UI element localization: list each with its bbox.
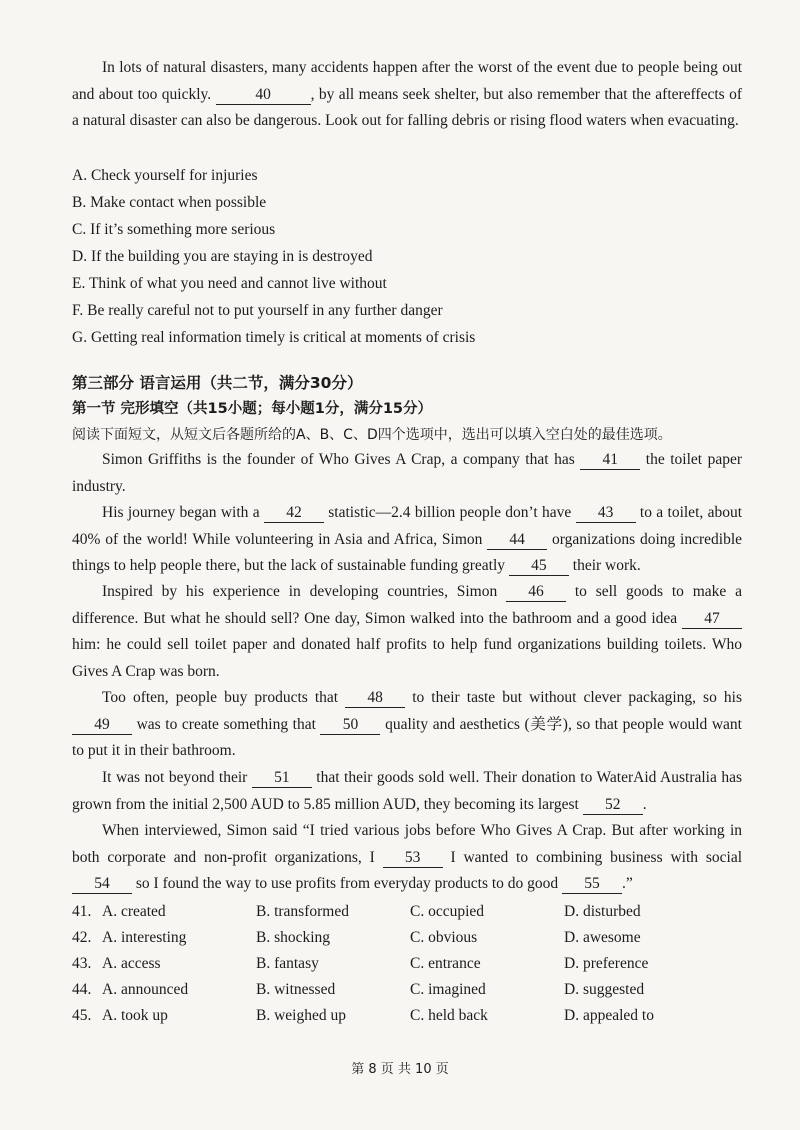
choice-b: B. transformed <box>256 903 349 920</box>
blank-47: 47 <box>682 610 742 629</box>
section-one-heading: 第一节 完形填空（共15小题；每小题1分，满分15分） <box>72 401 432 417</box>
option-g: G. Getting real information timely is critical at moments of crisis <box>72 329 476 346</box>
cloze-paragraph-3: Inspired by his experience in developing countries, Simon 46 to sell goods to make a difference. But what he should sell? One day, Simon walked into the bathroom and a good idea 47 him: he could sell toilet paper and donated half profits to help fund organizations building toilets. Who Gives A Crap was born. <box>72 583 742 680</box>
cloze-paragraph-5: It was not beyond their 51 that their goods sold well. Their donation to WaterAid Australia has grown from the initial 2,500 AUD to 5.85 million AUD, they becoming its largest 52 . <box>72 769 742 813</box>
choice-d: D. awesome <box>564 929 641 946</box>
question-number: 43. <box>72 955 92 972</box>
choice-c: C. obvious <box>410 929 478 946</box>
blank-55: 55 <box>562 875 622 894</box>
question-number: 41. <box>72 903 92 920</box>
question-44 <box>72 979 742 1001</box>
blank-49: 49 <box>72 716 132 735</box>
choice-b: B. shocking <box>256 929 331 946</box>
choice-a: A. announced <box>102 981 189 998</box>
question-number: 44. <box>72 981 92 998</box>
part-three-heading: 第三部分 语言运用（共二节，满分30分） <box>72 374 363 392</box>
cloze-paragraph-1: Simon Griffiths is the founder of Who Gives A Crap, a company that has 41 the toilet paper industry. <box>72 451 742 495</box>
choice-b: B. witnessed <box>256 981 336 998</box>
choice-d: D. appealed to <box>564 1007 654 1024</box>
question-41 <box>72 901 742 923</box>
choice-b: B. weighed up <box>256 1007 346 1024</box>
blank-53: 53 <box>383 849 443 868</box>
blank-50: 50 <box>320 716 380 735</box>
blank-43: 43 <box>576 504 636 523</box>
choice-a: A. access <box>102 955 161 972</box>
blank-52: 52 <box>583 796 643 815</box>
choice-c: C. entrance <box>410 955 481 972</box>
instruction-text: 阅读下面短文，从短文后各题所给的A、B、C、D四个选项中，选出可以填入空白处的最佳选项。 <box>72 427 672 443</box>
choice-d: D. suggested <box>564 981 645 998</box>
question-43 <box>72 953 742 975</box>
blank-54: 54 <box>72 875 132 894</box>
question-42 <box>72 927 742 949</box>
choice-a: A. took up <box>102 1007 168 1024</box>
blank-48: 48 <box>345 689 405 708</box>
blank-41: 41 <box>580 451 640 470</box>
choice-c: C. imagined <box>410 981 486 998</box>
choice-c: C. occupied <box>410 903 485 920</box>
cloze-paragraph-2: His journey began with a 42 statistic—2.4 billion people don’t have 43 to a toilet, about 40% of the world! While volunteering in Asia and Africa, Simon 44 organizations doing incredible things to help people there, but the lack of sustainable funding greatly 45 their work. <box>72 504 743 575</box>
question-45 <box>72 1005 742 1027</box>
choice-b: B. fantasy <box>256 955 319 972</box>
page-footer: 第 8 页 共 10 页 <box>351 1062 449 1077</box>
question-number: 42. <box>72 929 92 946</box>
blank-45: 45 <box>509 557 569 576</box>
option-a: A. Check yourself for injuries <box>72 167 258 184</box>
cloze-paragraph-6: When interviewed, Simon said “I tried various jobs before Who Gives A Crap. But after working in both corporate and non-profit organizations, I 53 I wanted to combining business with social 54 so I found the way to use profits from everyday products to do good 55 .” <box>72 822 743 893</box>
cloze-paragraph-4: Too often, people buy products that 48 to their taste but without clever packaging, so his 49 was to create something that 50 quality and aesthetics (美学), so that people would want to put it in their bathroom. <box>72 689 742 760</box>
choice-d: D. disturbed <box>564 903 641 920</box>
choice-a: A. interesting <box>102 929 187 946</box>
option-e: E. Think of what you need and cannot live without <box>72 275 387 292</box>
option-d: D. If the building you are staying in is destroyed <box>72 248 373 265</box>
choice-a: A. created <box>102 903 166 920</box>
blank-51: 51 <box>252 769 312 788</box>
option-b: B. Make contact when possible <box>72 194 267 211</box>
choice-c: C. held back <box>410 1007 488 1024</box>
blank-40: 40 <box>216 86 311 105</box>
passage-seven-choose-five: In lots of natural disasters, many accidents happen after the worst of the event due to people being out and about too quickly. 40 , by all means seek shelter, but also remember that the aftereffects of a natural disaster can also be dangerous. Look out for falling debris or rising flood waters when evacuating. <box>72 59 742 130</box>
option-c: C. If it’s something more serious <box>72 221 276 238</box>
question-number: 45. <box>72 1007 92 1024</box>
blank-44: 44 <box>487 531 547 550</box>
blank-46: 46 <box>506 583 566 602</box>
choice-d: D. preference <box>564 955 649 972</box>
option-f: F. Be really careful not to put yourself in any further danger <box>72 302 443 319</box>
blank-42: 42 <box>264 504 324 523</box>
